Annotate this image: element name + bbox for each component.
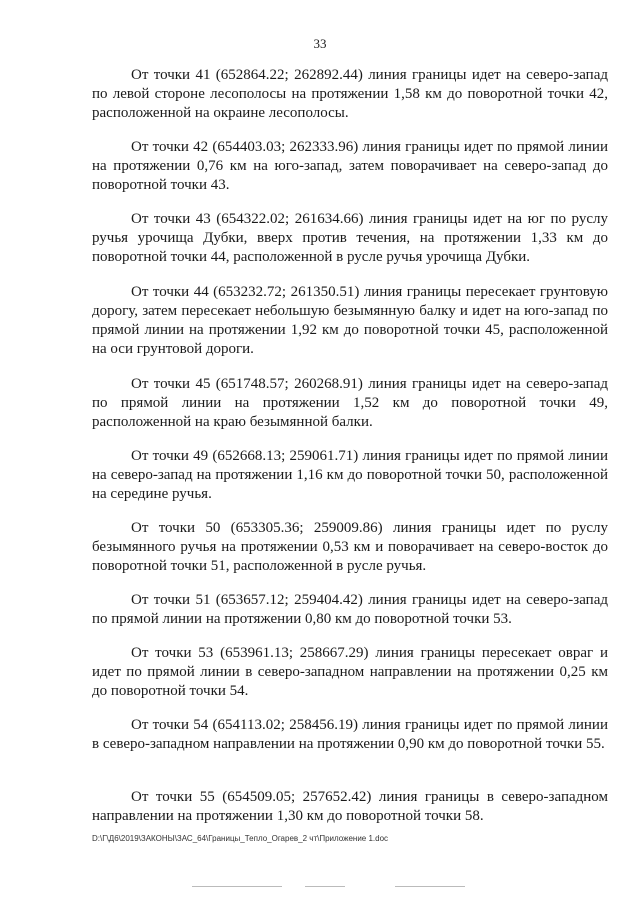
page-number: 33 <box>313 36 327 51</box>
paragraph-point-45: От точки 45 (651748.57; 260268.91) линия границы идет на северо-запад по прямой линии на протяжении 1,52 км до поворотной точки 49, расположенной на краю безымянной балки. <box>92 376 608 430</box>
paragraph-point-53: От точки 53 (653961.13; 258667.29) линия границы пересекает овраг и идет по прямой линии в северо-западном направлении на протяжении 0,25 км до поворотной точки 54. <box>92 645 608 699</box>
paragraph-point-54: От точки 54 (654113.02; 258456.19) линия границы идет по прямой линии в северо-западном направлении на протяжении 0,90 км до поворотной точки 55. <box>92 717 608 752</box>
footer-file-path: D:\Г\Д6\2019\ЗАКОНЫ\ЗАС_64\Границы_Тепло_Огарев_2 чт\Приложение 1.doc <box>92 834 389 843</box>
paragraph-point-43: От точки 43 (654322.02; 261634.66) линия границы идет на юг по руслу ручья урочища Дубки, вверх против течения, на протяжении 1,33 км до поворотной точки 44, расположенной в русле ручья урочища Дубки. <box>92 211 608 265</box>
paragraph-point-49: От точки 49 (652668.13; 259061.71) линия границы идет по прямой линии на северо-запад на протяжении 1,16 км до поворотной точки 50, расположенной на середине ручья. <box>92 448 608 502</box>
paragraph-point-55: От точки 55 (654509.05; 257652.42) линия границы в северо-западном направлении на протяжении 1,30 км до поворотной точки 58. <box>92 789 608 824</box>
paragraph-point-51: От точки 51 (653657.12; 259404.42) линия границы идет на северо-запад по прямой линии на протяжении 0,80 км до поворотной точки 53. <box>92 592 608 627</box>
paragraph-point-50: От точки 50 (653305.36; 259009.86) линия границы идет по руслу безымянного ручья на протяжении 0,53 км и поворачивает на северо-восток до поворотной точки 51, расположенной в русле ручья. <box>92 520 608 574</box>
paragraph-point-41: От точки 41 (652864.22; 262892.44) линия границы идет на северо-запад по левой стороне лесополосы на протяжении 1,58 км до поворотной точки 42, расположенной на окраине лесополосы. <box>92 67 608 121</box>
paragraph-point-42: От точки 42 (654403.03; 262333.96) линия границы идет по прямой линии на протяжении 0,76 км на юго-запад, затем поворачивает на северо-запад до поворотной точки 43. <box>92 139 608 193</box>
paragraph-point-44: От точки 44 (653232.72; 261350.51) линия границы пересекает грунтовую дорогу, затем пересекает небольшую безымянную балку и идет на юго-запад по прямой линии на протяжении 1,92 км до поворотной точки 45, расположенной на оси грунтовой дороги. <box>92 284 608 357</box>
